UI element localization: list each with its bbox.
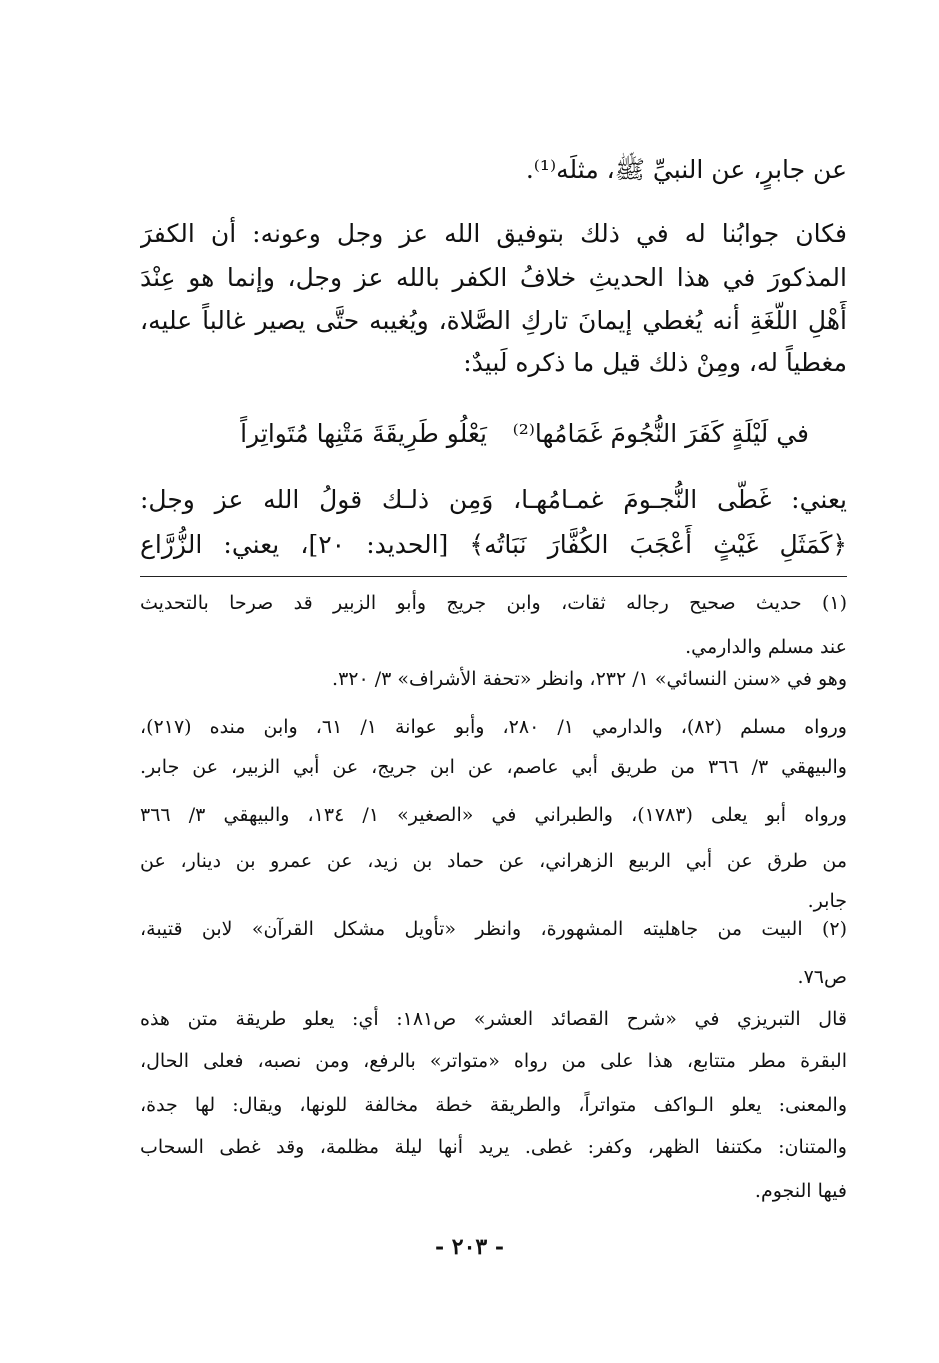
footnote-line-8: جابر. [807,890,847,912]
footnote-line-3: وهو في «سنن النسائي» ١/ ٢٣٢، وانظر «تحفة الأشراف» ٣/ ٣٢٠. [332,668,847,690]
footnote-line-1: (١) حديث صحيح رجاله ثقات، وابن جريج وأبو الزبير قد صرحا بالتحديث [140,592,847,614]
page-number: - ٢٠٣ - [434,1234,505,1260]
footnote-line-11: قال التبريزي في «شرح القصائد العشر» ص١٨١: أي: يعلو طريقة متن هذه [140,1008,847,1030]
footnote-line-15: فيها النجوم. [754,1180,847,1202]
footnote-line-5: والبيهقي ٣/ ٣٦٦ من طريق أبي عاصم، عن ابن جريج، عن أبي الزبير، عن جابر. [140,756,847,778]
body-line-5: مغطياً له، ومِنْ ذلك قيل ما ذكره لَبيدٌ: [463,348,847,377]
verse-second-hemistich: في لَيْلَةٍ كَفَرَ النُّجُومَ غَمَامُها⁽²⁾ [512,419,809,448]
body-line-2: فكان جوابُنا له في ذلك بتوفيق الله عز وجل وعونه: أن الكفرَ [140,219,847,248]
body-line-3: المذكورَ في هذا الحديثِ خلافُ الكفر بالله عز وجل، وإنما هو عِنْدَ [140,263,847,292]
footnote-separator [140,576,847,577]
footnote-line-13: والمعنى: يعلو الـواكف متواتراً، والطريقة خطة مخالفة للونها، ويقال: لها جدة، [140,1094,847,1116]
body-line-7: ﴿كَمَثَلِ غَيْثٍ أَعْجَبَ الكُفَّارَ نَبَاتُه﴾ [الحديد: ٢٠]، يعني: الزُّرَّاع [140,530,847,559]
body-line-6: يعني: غَطَّى النُّجـومَ غمـامُهـا، وَمِن ذلـك قولُ الله عز وجل: [140,485,847,514]
footnote-line-9: (٢) البيت من جاهليته المشهورة، وانظر «تأويل مشكل القرآن» لابن قتيبة، [140,918,847,940]
footnote-line-10: ص٧٦. [797,966,847,988]
body-line-1: عن جابرٍ، عن النبيِّ ﷺ، مثلَه⁽¹⁾. [525,155,847,184]
footnote-line-4: ورواه مسلم (٨٢)، والدارمي ١/ ٢٨٠، وأبو عوانة ١/ ٦١، وابن منده (٢١٧)، [140,716,847,738]
footnote-line-7: من طرق عن أبي الربيع الزهراني، عن حماد بن زيد، عن عمرو بن دينار، عن [140,850,847,872]
footnote-line-14: والمتنان: مكتنفا الظهر، وكفر: غطى. يريد أنها ليلة مظلمة، وقد غطى السحاب [140,1136,847,1158]
body-line-4: أَهْلِ اللُّغَةِ أنه يُغطي إيمانَ تاركِ الصَّلاة، ويُغيبه حتَّى يصير غالباً عليه، [140,306,847,335]
footnote-line-2: عند مسلم والدارمي. [685,636,847,658]
verse-first-hemistich: يَعْلُو طَرِيقَةَ مَتْنِها مُتَواتِراً [240,419,487,448]
footnote-line-6: ورواه أبو يعلى (١٧٨٣)، والطبراني في «الصغير» ١/ ١٣٤، والبيهقي ٣/ ٣٦٦ [140,804,847,826]
footnote-line-12: البقرة مطر متتابع، هذا على من رواه «متواتر» بالرفع، ومن نصبه، فعلى الحال، [140,1050,847,1072]
